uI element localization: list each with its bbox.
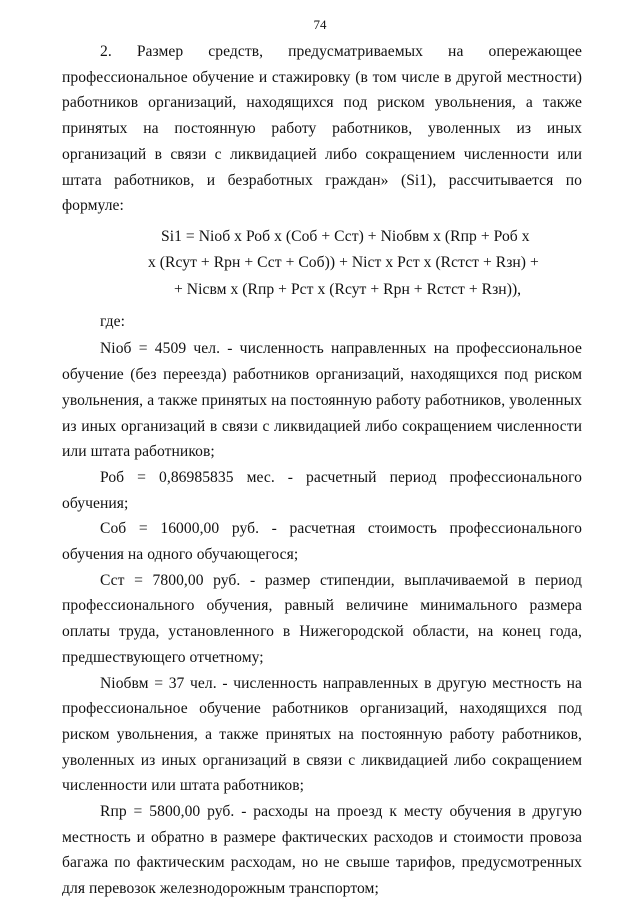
definition-sob: Соб = 16000,00 руб. - расчетная стоимость профессионального обучения на одного обучающегося;	[62, 520, 582, 564]
formula-line-2: x (Rсут + Rрн + Сст + Соб)) + Niст x Рст x (Rстст + Rзн) +	[148, 254, 539, 272]
definition-nib: Niоб = 4509 чел. - численность направленных на профессиональное обучение (без переезда) работников организаций, находящихся под риском увольнения, а также принятых на постоянную работу работников, уволенных из иных организаций в связи с ликвидацией либо сокращением численности или штата работников;	[62, 340, 582, 461]
definition-sst: Сст = 7800,00 руб. - размер стипендии, выплачиваемой в период профессионального обучения, равный величине минимального размера оплаты труда, установленного в Нижегородской области, на конец года, предшествующего отчетному;	[62, 571, 582, 666]
definition-rob: Роб = 0,86985835 мес. - расчетный период профессионального обучения;	[62, 468, 582, 512]
definition-nibvm: Niобвм = 37 чел. - численность направленных в другую местность на профессиональное обучение работников организаций, находящихся под риском увольнения, а также принятых на постоянную работу работников, уволенных из иных организаций в связи с ликвидацией либо сокращением численности или штата работников;	[62, 674, 582, 795]
formula-block	[62, 224, 582, 304]
formula-line-3: + Niсвм x (Rпр + Рст x (Rсут + Rрн + Rстст + Rзн)),	[174, 280, 522, 298]
page-number: 74	[313, 17, 327, 32]
where-label: где:	[100, 313, 126, 331]
formula-line-1: Si1 = Niоб x Роб x (Соб + Сст) + Niобвм x (Rпр + Роб x	[161, 227, 530, 245]
intro-paragraph: 2. Размер средств, предусматриваемых на опережающее профессиональное обучение и стажировку (в том числе в другой местности) работников организаций, находящихся под риском увольнения, а также принятых на постоянную работу работников, уволенных из иных организаций в связи с ликвидацией либо сокращением численности или штата работников, и безработных граждан» (Si1), рассчитывается по формуле:	[62, 43, 582, 215]
document-body	[62, 39, 582, 902]
definition-rpr: Rпр = 5800,00 руб. - расходы на проезд к месту обучения в другую местность и обратно в размере фактических расходов и стоимости провоза багажа по фактическим расходам, но не свыше тарифов, предусмотренных для перевозок железнодорожным транспортом;	[62, 803, 582, 898]
